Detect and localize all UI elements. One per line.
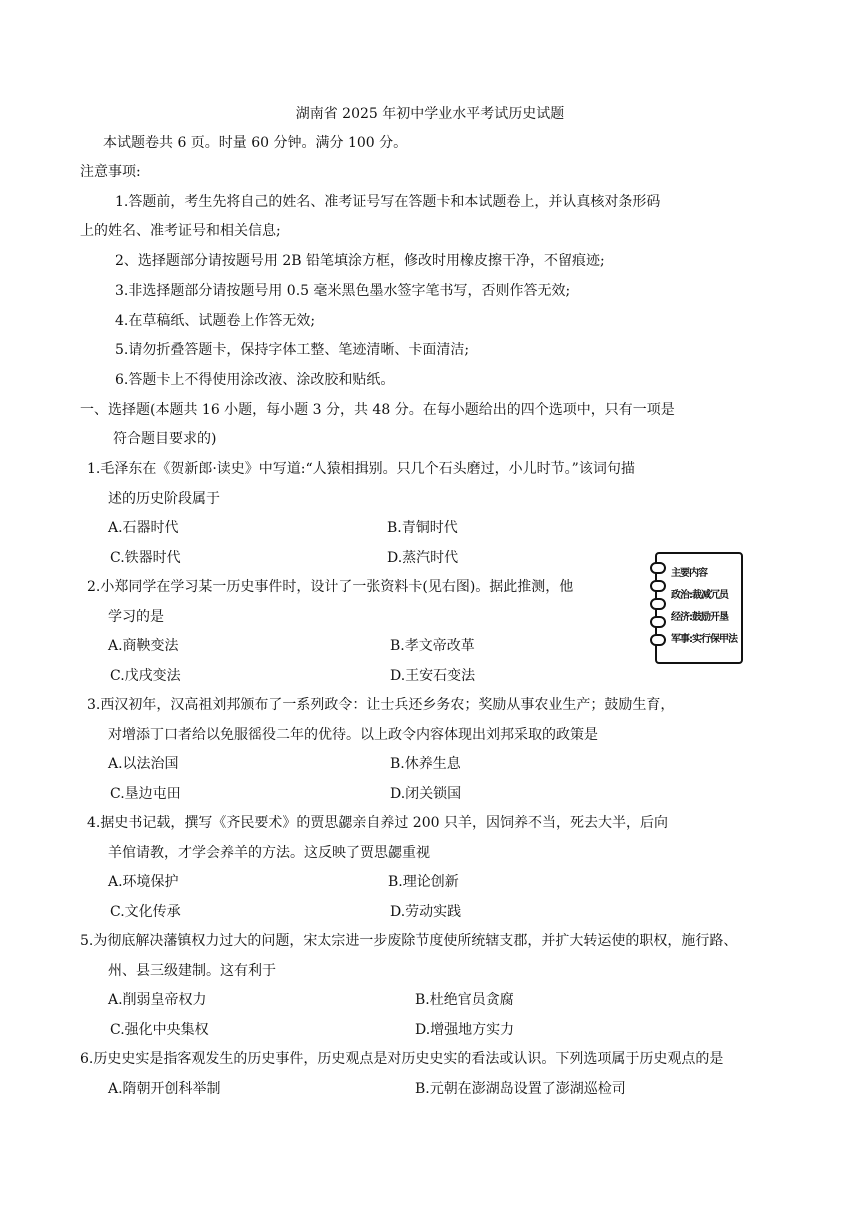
question-5-option-a: A.削弱皇帝权力 <box>108 992 207 1008</box>
card-line: 经济:鼓励开垦 <box>671 612 728 623</box>
card-line: 军事:实行保甲法 <box>671 634 737 645</box>
question-5-option-d: D.增强地方实力 <box>415 1022 515 1038</box>
question-6-option-a: A.隋朝开创科举制 <box>108 1081 221 1097</box>
section-heading-cont: 符合题目要求的) <box>113 431 217 447</box>
question-1-stem: 1.毛泽东在《贺新郎·读史》中写道:“人猿相揖别。只几个石头磨过，小儿时节。”该词句描 <box>87 461 635 477</box>
question-5-option-b: B.杜绝官员贪腐 <box>415 992 514 1008</box>
question-1-option-b: B.青铜时代 <box>387 520 458 536</box>
notice-item: 上的姓名、准考证号和相关信息; <box>80 223 281 239</box>
notice-item: 1.答题前，考生先将自己的姓名、准考证号写在答题卡和本试题卷上，并认真核对条形码 <box>115 194 661 210</box>
notice-item: 6.答题卡上不得使用涂改液、涂改胶和贴纸。 <box>115 372 395 388</box>
question-2-option-b: B.孝文帝改革 <box>390 638 475 654</box>
data-card-image <box>655 552 743 664</box>
notice-item: 2、选择题部分请按题号用 2B 铅笔填涂方框，修改时用橡皮擦干净，不留痕迹; <box>115 253 605 269</box>
question-2-option-c: C.戊戌变法 <box>110 668 181 684</box>
question-4-option-d: D.劳动实践 <box>390 904 462 920</box>
question-5-option-c: C.强化中央集权 <box>110 1022 209 1038</box>
question-5-stem: 5.为彻底解决藩镇权力过大的问题，宋太宗进一步废除节度使所统辖支郡，并扩大转运使的职权，施行路、 <box>80 933 738 949</box>
notice-item: 5.请勿折叠答题卡，保持字体工整、笔迹清晰、卡面清洁; <box>115 342 470 358</box>
question-3-option-d: D.闭关锁国 <box>390 786 462 802</box>
question-6-option-b: B.元朝在澎湖岛设置了澎湖巡检司 <box>415 1081 626 1097</box>
question-3-stem-cont: 对增添丁口者给以免服徭役二年的优待。以上政令内容体现出刘邦采取的政策是 <box>108 727 598 743</box>
question-6-stem: 6.历史史实是指客观发生的历史事件，历史观点是对历史史实的看法或认识。下列选项属于历史观点的是 <box>80 1051 724 1067</box>
section-heading: 一、选择题(本题共 16 小题，每小题 3 分，共 48 分。在每小题给出的四个选项中，只有一项是 <box>80 402 675 418</box>
question-3-option-b: B.休养生息 <box>390 756 461 772</box>
binder-ring <box>650 598 666 610</box>
question-1-option-c: C.铁器时代 <box>110 550 181 566</box>
question-5-stem-cont: 州、县三级建制。这有利于 <box>108 963 276 979</box>
notice-heading: 注意事项: <box>80 164 141 180</box>
question-1-option-d: D.蒸汽时代 <box>387 550 459 566</box>
card-line: 主要内容 <box>671 568 707 579</box>
question-4-stem-cont: 羊倌请教，才学会养羊的方法。这反映了贾思勰重视 <box>108 845 430 861</box>
question-4-option-c: C.文化传承 <box>110 904 181 920</box>
question-1-option-a: A.石器时代 <box>108 520 179 536</box>
notice-item: 3.非选择题部分请按题号用 0.5 毫米黑色墨水签字笔书写，否则作答无效; <box>115 283 571 299</box>
question-3-stem: 3.西汉初年，汉高祖刘邦颁布了一系列政令：让士兵还乡务农；奖励从事农业生产；鼓励生育， <box>87 697 675 713</box>
intro-text: 本试题卷共 6 页。时量 60 分钟。满分 100 分。 <box>103 135 408 151</box>
question-4-stem: 4.据史书记载，撰写《齐民要术》的贾思勰亲自养过 200 只羊，因饲养不当，死去大半，后向 <box>87 815 668 831</box>
question-3-option-c: C.垦边屯田 <box>110 786 181 802</box>
question-1-stem-cont: 述的历史阶段属于 <box>108 491 220 507</box>
binder-ring <box>650 616 666 628</box>
question-2-option-a: A.商鞅变法 <box>108 638 179 654</box>
question-2-stem-cont: 学习的是 <box>108 609 164 625</box>
exam-title: 湖南省 2025 年初中学业水平考试历史试题 <box>295 106 565 122</box>
binder-ring <box>650 562 666 574</box>
notice-item: 4.在草稿纸、试题卷上作答无效; <box>115 313 316 329</box>
binder-ring <box>650 580 666 592</box>
question-4-option-b: B.理论创新 <box>388 874 459 890</box>
question-4-option-a: A.环境保护 <box>108 874 179 890</box>
card-line: 政治:裁减冗员 <box>671 590 728 601</box>
question-3-option-a: A.以法治国 <box>108 756 179 772</box>
question-2-option-d: D.王安石变法 <box>390 668 476 684</box>
question-2-stem: 2.小郑同学在学习某一历史事件时，设计了一张资料卡(见右图)。据此推测，他 <box>87 579 574 595</box>
binder-ring <box>650 634 666 646</box>
